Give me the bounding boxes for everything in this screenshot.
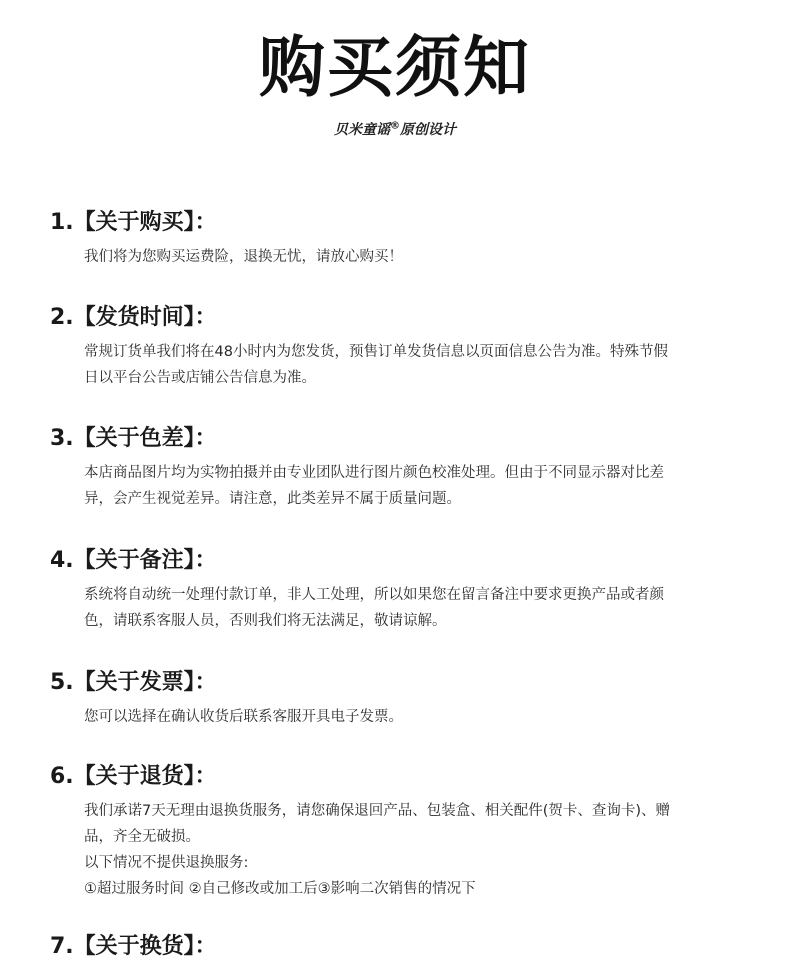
section-body	[84, 339, 750, 391]
section-order-notes	[50, 544, 750, 634]
section-purchase	[50, 206, 750, 270]
section-text-line: 异，会产生视觉差异。请注意，此类差异不属于质量问题。	[84, 491, 461, 507]
registered-mark: ®	[390, 120, 400, 132]
section-text-line: 本店商品图片均为实物拍摄并由专业团队进行图片颜色校准处理。但由于不同显示器对比差	[84, 465, 664, 481]
section-exchange	[50, 930, 750, 964]
section-heading: 6.【关于退货】：	[50, 764, 217, 789]
notice-sections	[50, 206, 750, 964]
section-heading: 3.【关于色差】：	[50, 426, 217, 451]
section-text-line: 日以平台公告或店铺公告信息为准。	[84, 370, 316, 386]
section-color-difference	[50, 422, 750, 512]
section-shipping-time	[50, 301, 750, 391]
section-invoice	[50, 666, 750, 730]
brand-tagline	[0, 118, 790, 142]
section-text-line: 您可以选择在确认收货后联系客服开具电子发票。	[84, 709, 403, 725]
section-returns	[50, 760, 750, 902]
section-text-line: ①超过服务时间 ②自己修改或加工后③影响二次销售的情况下	[84, 881, 476, 897]
section-body	[84, 798, 750, 902]
section-heading: 1.【关于购买】：	[50, 210, 217, 235]
section-body	[84, 244, 750, 270]
brand-name-text: 贝米童谣	[334, 122, 390, 138]
brand-name	[334, 122, 400, 138]
section-body	[84, 582, 750, 634]
section-body	[84, 704, 750, 730]
section-text-line: 色，请联系客服人员，否则我们将无法满足，敬请谅解。	[84, 613, 447, 629]
page-title: 购买须知	[259, 29, 531, 106]
section-heading: 7.【关于换货】：	[50, 934, 217, 959]
section-body	[84, 460, 750, 512]
brand-suffix: 原创设计	[400, 122, 456, 138]
section-heading: 4.【关于备注】：	[50, 548, 217, 573]
section-heading: 2.【发货时间】：	[50, 305, 217, 330]
section-text-line: 我们将为您购买运费险，退换无忧，请放心购买！	[84, 249, 403, 265]
section-text-line: 系统将自动统一处理付款订单，非人工处理，所以如果您在留言备注中要求更换产品或者颜	[84, 587, 664, 603]
section-text-line: 以下情况不提供退换服务:	[84, 855, 249, 871]
section-text-line: 我们承诺7天无理由退换货服务，请您确保退回产品、包装盒、相关配件(贺卡、查询卡)、赠	[84, 803, 671, 819]
section-heading: 5.【关于发票】：	[50, 670, 217, 695]
section-text-line: 常规订货单我们将在48小时内为您发货，预售订单发货信息以页面信息公告为准。特殊节假	[84, 344, 668, 360]
section-text-line: 品，齐全无破损。	[84, 829, 200, 845]
